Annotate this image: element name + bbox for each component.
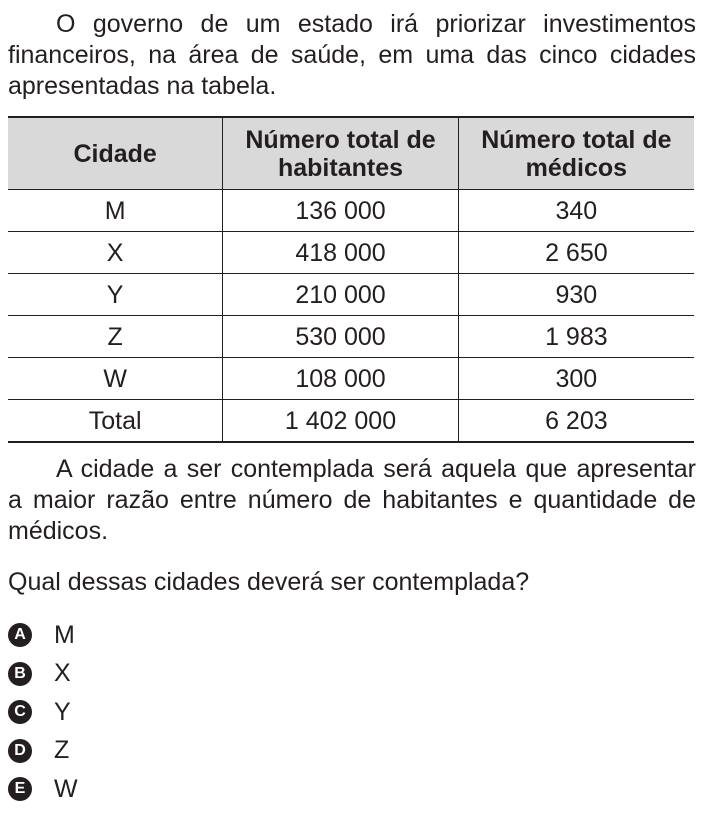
- cell-inhabitants: 418 000: [223, 232, 458, 274]
- option-d-letter-icon: D: [8, 739, 32, 763]
- table-row: [8, 316, 694, 358]
- cell-city: M: [8, 190, 223, 232]
- option-b-letter-icon: B: [8, 662, 32, 686]
- table-row: [8, 274, 694, 316]
- cell-doctors: 6 203: [458, 400, 694, 443]
- option-a-letter-icon: A: [8, 623, 32, 647]
- cell-inhabitants: 136 000: [223, 190, 458, 232]
- table-header-row: [8, 117, 694, 190]
- option-b[interactable]: [8, 655, 696, 694]
- header-inhabitants: Número total de habitantes: [223, 117, 458, 190]
- cell-city: X: [8, 232, 223, 274]
- option-d-text: Z: [54, 736, 70, 765]
- table-row: [8, 358, 694, 400]
- option-c[interactable]: [8, 693, 696, 732]
- option-d[interactable]: [8, 732, 696, 771]
- cell-doctors: 340: [458, 190, 694, 232]
- table-row: [8, 190, 694, 232]
- cell-city: W: [8, 358, 223, 400]
- cell-inhabitants: 1 402 000: [223, 400, 458, 443]
- header-doctors: Número total de médicos: [458, 117, 694, 190]
- table-total-row: [8, 400, 694, 443]
- question-text: Qual dessas cidades deverá ser contemplada?: [8, 568, 530, 596]
- option-c-letter-icon: C: [8, 700, 32, 724]
- cell-inhabitants: 108 000: [223, 358, 458, 400]
- option-e[interactable]: [8, 770, 696, 809]
- cell-inhabitants: 210 000: [223, 274, 458, 316]
- cell-doctors: 300: [458, 358, 694, 400]
- cell-city: Y: [8, 274, 223, 316]
- intro-paragraph: O governo de um estado irá priorizar investimentos financeiros, na área de saúde, em uma das cinco cidades apresentadas na tabela.: [8, 10, 696, 100]
- cell-doctors: 1 983: [458, 316, 694, 358]
- answer-options: [8, 616, 696, 809]
- question-page: [8, 0, 696, 825]
- option-e-text: W: [54, 774, 78, 803]
- cell-doctors: 930: [458, 274, 694, 316]
- table-row: [8, 232, 694, 274]
- cell-city: Z: [8, 316, 223, 358]
- criterion-paragraph: A cidade a ser contemplada será aquela que apresentar a maior razão entre número de habitantes e quantidade de médicos.: [8, 455, 696, 545]
- cell-city: Total: [8, 400, 223, 443]
- cell-inhabitants: 530 000: [223, 316, 458, 358]
- cities-table: [8, 116, 694, 443]
- cell-doctors: 2 650: [458, 232, 694, 274]
- option-b-text: X: [54, 659, 71, 688]
- option-c-text: Y: [54, 697, 71, 726]
- header-city: Cidade: [8, 117, 223, 190]
- option-e-letter-icon: E: [8, 777, 32, 801]
- option-a[interactable]: [8, 616, 696, 655]
- option-a-text: M: [54, 620, 75, 649]
